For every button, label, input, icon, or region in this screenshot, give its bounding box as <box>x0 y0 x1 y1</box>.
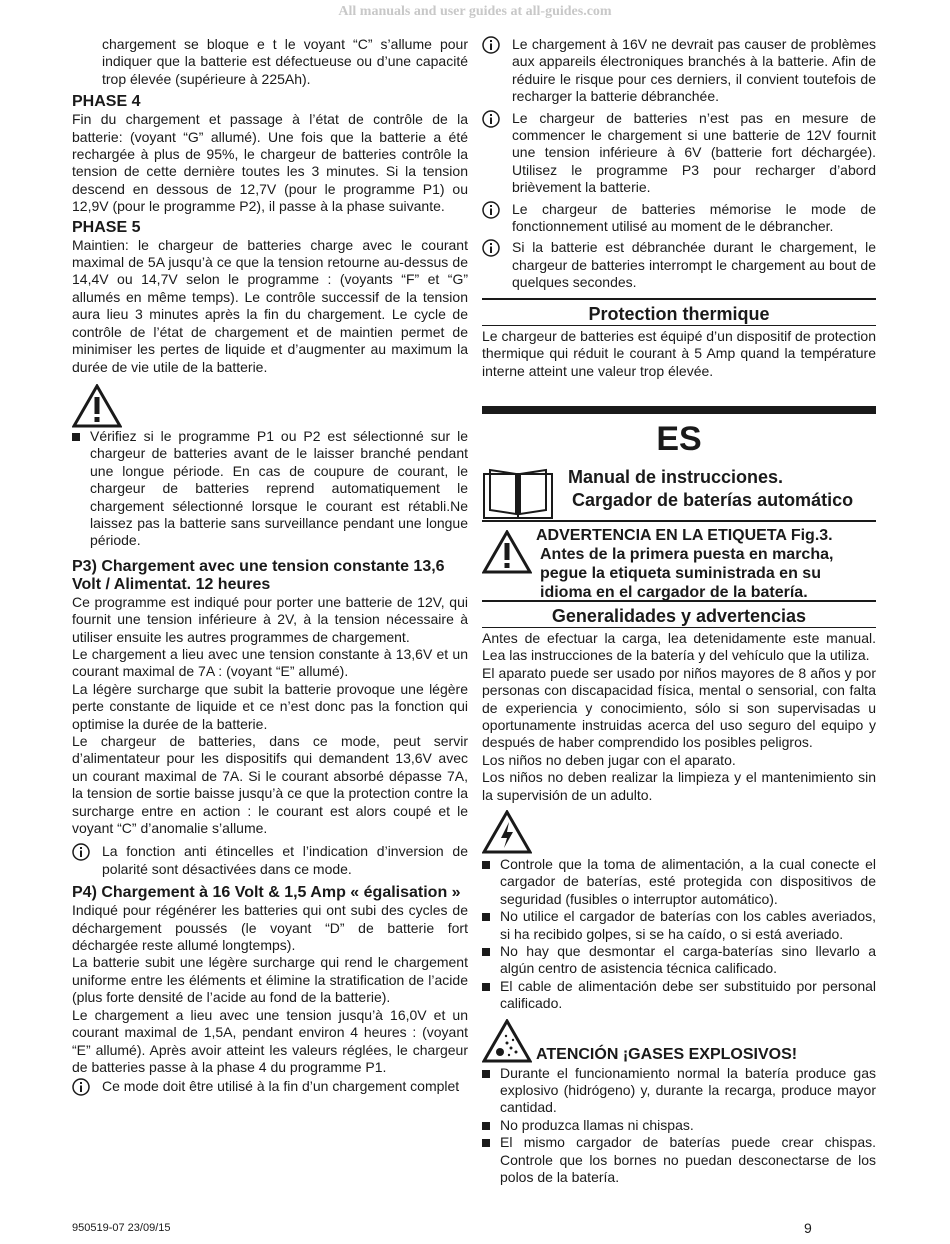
p3-info-note: La fonction anti étincelles et l’indication d’inversion de polarité sont désactivées dans ce mode. <box>72 843 468 878</box>
document-code: 950519-07 23/09/15 <box>72 1222 171 1234</box>
label-warning-block <box>482 526 876 600</box>
info-icon <box>482 36 500 54</box>
p4-paragraph: La batterie subit une légère surcharge qui rend le chargement uniforme entre les éléments et élimine la stratification de l’acide (plus forte densité de l’acide au fond de la batterie). <box>72 954 468 1006</box>
left-column <box>72 36 468 1096</box>
p4-paragraph: Indiqué pour régénérer les batteries qui ont subi des cycles de déchargement poussés (le voyant “D” de batterie fort déchargée reste allumé longtemps). <box>72 902 468 954</box>
electric-bullet: No hay que desmontar el carga-baterías sino llevarlo a algún centro de asistencia técnica calificado. <box>482 943 876 978</box>
watermark: All manuals and user guides at all-guides.com <box>338 4 612 19</box>
info-icon <box>72 843 90 861</box>
phase5-text: Maintien: le chargeur de batteries charge avec le courant maximal de 5A jusqu’à ce que la tension retourne au-dessus de 14,4V ou 14,7V selon le programme : (voyants “F” et “G” allumés en même temps). Le contrôle successif de la tension aura lieu 3 minutes après la fin du chargement. Le cycle de contrôle de l’état de chargement et de maintien permet de minimiser les pertes de liquide et d’augmenter au maximum la durée de vie utile de la batterie. <box>72 236 468 375</box>
bullet-square-icon <box>482 948 490 956</box>
electric-bullet: El cable de alimentación debe ser substituido por personal calificado. <box>482 978 876 1013</box>
general-title: Generalidades y advertencias <box>482 600 876 628</box>
bullet-square-icon <box>72 433 80 441</box>
p3-paragraph: Le chargement a lieu avec une tension constante à 13,6V et un courant maximal de 7A : (voyant “E” allumé). <box>72 645 468 680</box>
electric-hazard-icon <box>482 810 876 854</box>
bullet-square-icon <box>482 1070 490 1078</box>
warning-triangle-icon <box>72 384 468 428</box>
gas-bullet: No produzca llamas ni chispas. <box>482 1117 876 1134</box>
thermal-text: Le chargeur de batteries est équipé d’un dispositif de protection thermique qui réduit le courant à 5 Amp quand la température interne atteint une valeur trop élevée. <box>482 327 876 379</box>
label-warning-title: ADVERTENCIA EN LA ETIQUETA Fig.3. <box>536 526 833 544</box>
label-warning-text: Antes de la primera puesta en marcha, pegue la etiqueta suministrada en su idioma en el cargador de la batería. <box>540 545 834 601</box>
bullet-square-icon <box>482 1122 490 1130</box>
p3-title: P3) Chargement avec une tension constante 13,6 Volt / Alimentat. 12 heures <box>72 557 445 593</box>
p4-info-note: Ce mode doit être utilisé à la fin d’un chargement complet <box>72 1078 468 1095</box>
info-icon <box>482 239 500 257</box>
bullet-square-icon <box>482 1139 490 1147</box>
thermal-title: Protection thermique <box>482 298 876 326</box>
language-code: ES <box>656 419 702 458</box>
general-paragraph: Los niños no deben jugar con el aparato. <box>482 751 736 768</box>
warning-bullet: Vérifiez si le programme P1 ou P2 est sélectionné sur le chargeur de batteries avant de le laisser branché pendant une longue période. En cas de coupure de courant, le chargeur de batteries reprend automatiquement le chargement sélectionné lorsque le courant est rétabli.Ne laissez pas la batterie sans surveillance pendant une longue période. <box>72 428 468 550</box>
info-note: Le chargement à 16V ne devrait pas causer de problèmes aux appareils électroniques branchés à la batterie. Afin de réduire le risque pour ces derniers, il convient toutefois de recharger la batterie débranchée. <box>482 36 876 106</box>
general-paragraph: Los niños no deben realizar la limpieza y el mantenimiento sin la supervisión de un adulto. <box>482 769 876 803</box>
p3-paragraph: Ce programme est indiqué pour porter une batterie de 12V, qui fournit une tension inférieure à 2V, à la tension nécessaire à utiliser ensuite les autres programmes de chargement. <box>72 593 468 645</box>
info-icon <box>482 110 500 128</box>
p3-paragraph: La légère surcharge que subit la batterie provoque une légère perte constante de liquide et ce n’est donc pas la fonction qui optimise la durée de la batterie. <box>72 680 468 732</box>
gas-warning-title: ATENCIÓN ¡GASES EXPLOSIVOS! <box>536 1045 798 1063</box>
general-paragraph: Antes de efectuar la carga, lea detenidamente este manual. Lea las instrucciones de la batería y del vehículo que la utiliza. <box>482 629 876 664</box>
section-divider <box>482 406 876 414</box>
electric-bullet: No utilice el cargador de baterías con los cables averiados, si ha recibido golpes, si se ha caído, o si está averiado. <box>482 908 876 943</box>
phase5-title: PHASE 5 <box>72 218 141 236</box>
open-book-icon <box>482 466 554 520</box>
gas-warning-header <box>482 1019 876 1065</box>
general-paragraph: El aparato puede ser usado por niños mayores de 8 años y por personas con discapacidad física, mental o sensorial, con falta de experiencia y conocimiento, sólo si son supervisadas u oportunamente instruidas acerca del uso seguro del equipo y después de haber comprendido los posibles peligros. <box>482 664 876 751</box>
info-note: Si la batterie est débranchée durant le chargement, le chargeur de batteries interrompt le chargement au bout de quelques secondes. <box>482 239 876 291</box>
warning-triangle-icon <box>482 530 532 574</box>
electric-bullet: Controle que la toma de alimentación, a la cual conecte el cargador de baterías, esté protegida con dispositivos de seguridad (fusibles o interruptor automático). <box>482 856 876 908</box>
phase4-title: PHASE 4 <box>72 93 141 111</box>
bullet-square-icon <box>482 861 490 869</box>
explosion-hazard-icon <box>482 1019 532 1063</box>
manual-title-line1: Manual de instrucciones. <box>568 466 784 487</box>
bullet-square-icon <box>482 913 490 921</box>
page-number: 9 <box>804 1220 812 1236</box>
right-column <box>482 36 876 1186</box>
info-icon <box>482 201 500 219</box>
gas-bullet: Durante el funcionamiento normal la batería produce gas explosivo (hidrógeno) y, durante la recarga, produce mayor cantidad. <box>482 1065 876 1117</box>
p3-paragraph: Le chargeur de batteries, dans ce mode, peut servir d’alimentateur pour les dispositifs qui demandent 13,6V avec un courant maximal de 7A. Si le courant absorbé dépasse 7A, la tension de sortie baisse jusqu’à ce que la protection contre la surcharge entre en action : le courant est alors coupé et le voyant “C” d’anomalie s’allume. <box>72 733 468 837</box>
p4-title: P4) Chargement à 16 Volt & 1,5 Amp « égalisation » <box>72 884 461 902</box>
info-note: Le chargeur de batteries n’est pas en mesure de commencer le chargement si une batterie de 12V fournit une tension inférieure à 6V (batterie fort déchargée). Utilisez le programme P3 pour recharger d’abord brièvement la batterie. <box>482 110 876 197</box>
manual-header <box>482 462 876 522</box>
gas-bullet: El mismo cargador de baterías puede crear chispas. Controle que los bornes no puedan desconectarse de los polos de la batería. <box>482 1134 876 1186</box>
phase4-text: Fin du chargement et passage à l’état de contrôle de la batterie: (voyant “G” allumé). Une fois que la batterie a été rechargée à plus de 95%, le chargeur de batteries contrôle la tension de cette dernière toutes les 3 minutes. Si la tension descend en dessous de 12,7V (pour le programme P1) ou 12,9V (pour le programme P2), il passe à la phase suivante. <box>72 111 468 215</box>
info-note: Le chargeur de batteries mémorise le mode de fonctionnement utilisé au moment de le débrancher. <box>482 201 876 236</box>
bullet-square-icon <box>482 983 490 991</box>
manual-title-line2: Cargador de baterías automático <box>572 489 854 510</box>
info-icon <box>72 1078 90 1096</box>
intro-paragraph: chargement se bloque e t le voyant “C” s’allume pour indiquer que la batterie est défectueuse ou d’une capacité trop élevée (supérieure à 225Ah). <box>102 36 468 87</box>
p4-paragraph: Le chargement a lieu avec une tension jusqu’à 16,0V et un courant maximal de 1,5A, pendant environ 4 heures : (voyant “E” allumé). Après avoir atteint les valeurs réglées, le chargeur de batteries passe à la phase 4 du programme P1. <box>72 1006 468 1075</box>
